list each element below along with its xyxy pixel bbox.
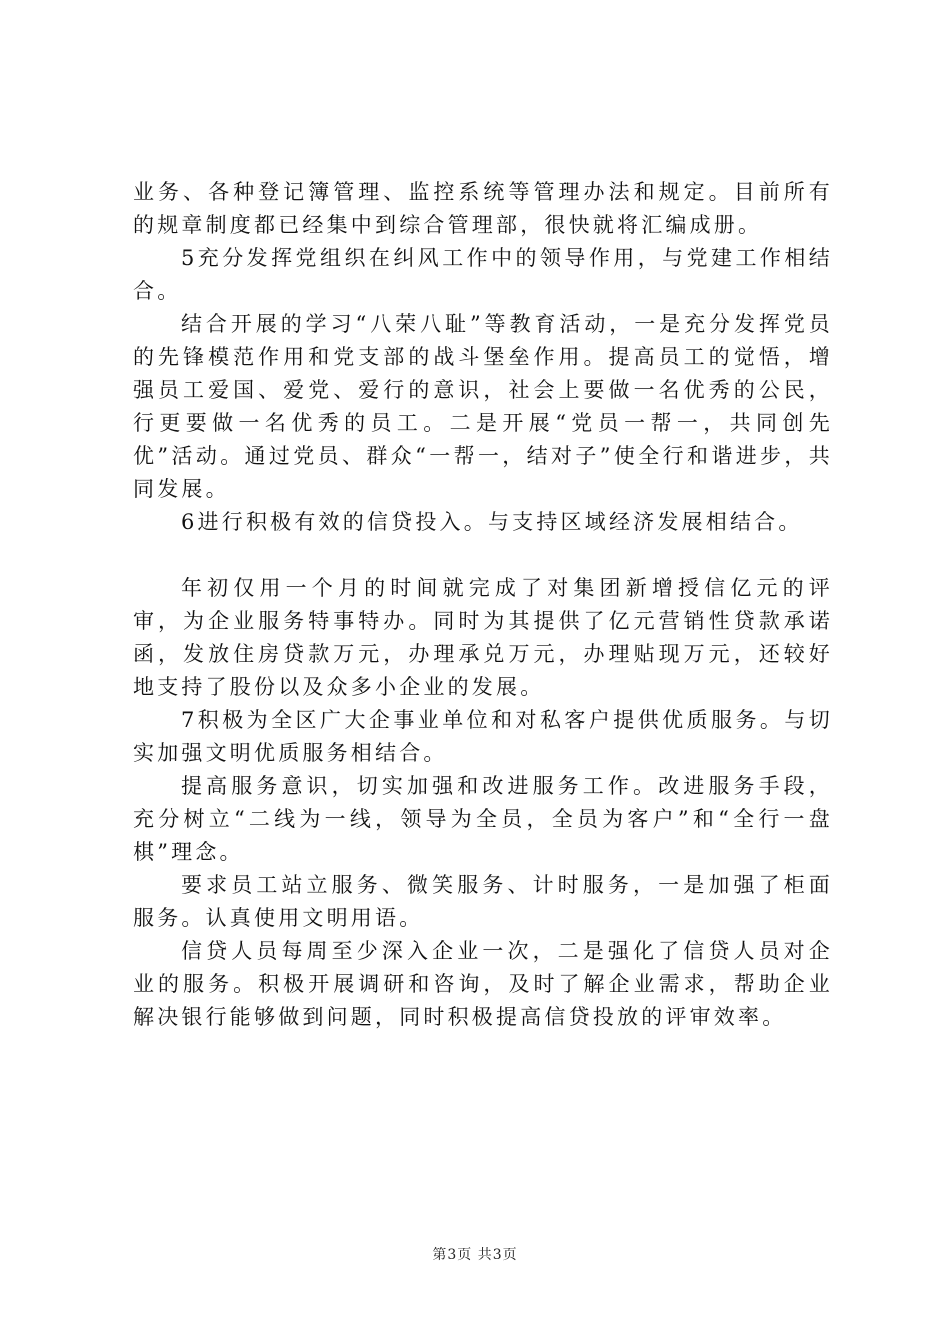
paragraph-credit-staff: 信贷人员每周至少深入企业一次，二是强化了信贷人员对企业的服务。积极开展调研和咨询，及时了解企业需求，帮助企业解决银行能够做到问题，同时积极提高信贷投放的评审效率。 — [133, 939, 833, 1029]
document-body — [133, 176, 833, 1034]
paragraph-service-awareness: 提高服务意识，切实加强和改进服务工作。改进服务手段，充分树立“二线为一线，领导为全员，全员为客户”和“全行一盘棋”理念。 — [133, 774, 833, 864]
paragraph-item-5: 5充分发挥党组织在纠风工作中的领导作用，与党建工作相结合。 — [133, 246, 833, 303]
paragraph-counter-service: 要求员工站立服务、微笑服务、计时服务，一是加强了柜面服务。认真使用文明用语。 — [133, 873, 833, 930]
paragraph-item-7: 7积极为全区广大企事业单位和对私客户提供优质服务。与切实加强文明优质服务相结合。 — [133, 708, 833, 765]
paragraph-continuation: 业务、各种登记簿管理、监控系统等管理办法和规定。目前所有的规章制度都已经集中到综合管理部，很快就将汇编成册。 — [133, 180, 833, 237]
paragraph-item-6: 6进行积极有效的信贷投入。与支持区域经济发展相结合。 — [181, 510, 803, 534]
page-number-footer: 第3页 共3页 — [432, 1247, 518, 1263]
paragraph-party-building: 结合开展的学习“八荣八耻”等教育活动，一是充分发挥党员的先锋模范作用和党支部的战斗堡垒作用。提高员工的觉悟，增强员工爱国、爱党、爱行的意识，社会上要做一名优秀的公民，行更要做一名优秀的员工。二是开展“党员一帮一，共同创先优”活动。通过党员、群众“一帮一，结对子”使全行和谐进步，共同发展。 — [133, 312, 833, 501]
paragraph-credit-review: 年初仅用一个月的时间就完成了对集团新增授信亿元的评审，为企业服务特事特办。同时为其提供了亿元营销性贷款承诺函，发放住房贷款万元，办理承兑万元，办理贴现万元，还较好地支持了股份以及众多小企业的发展。 — [133, 576, 833, 699]
